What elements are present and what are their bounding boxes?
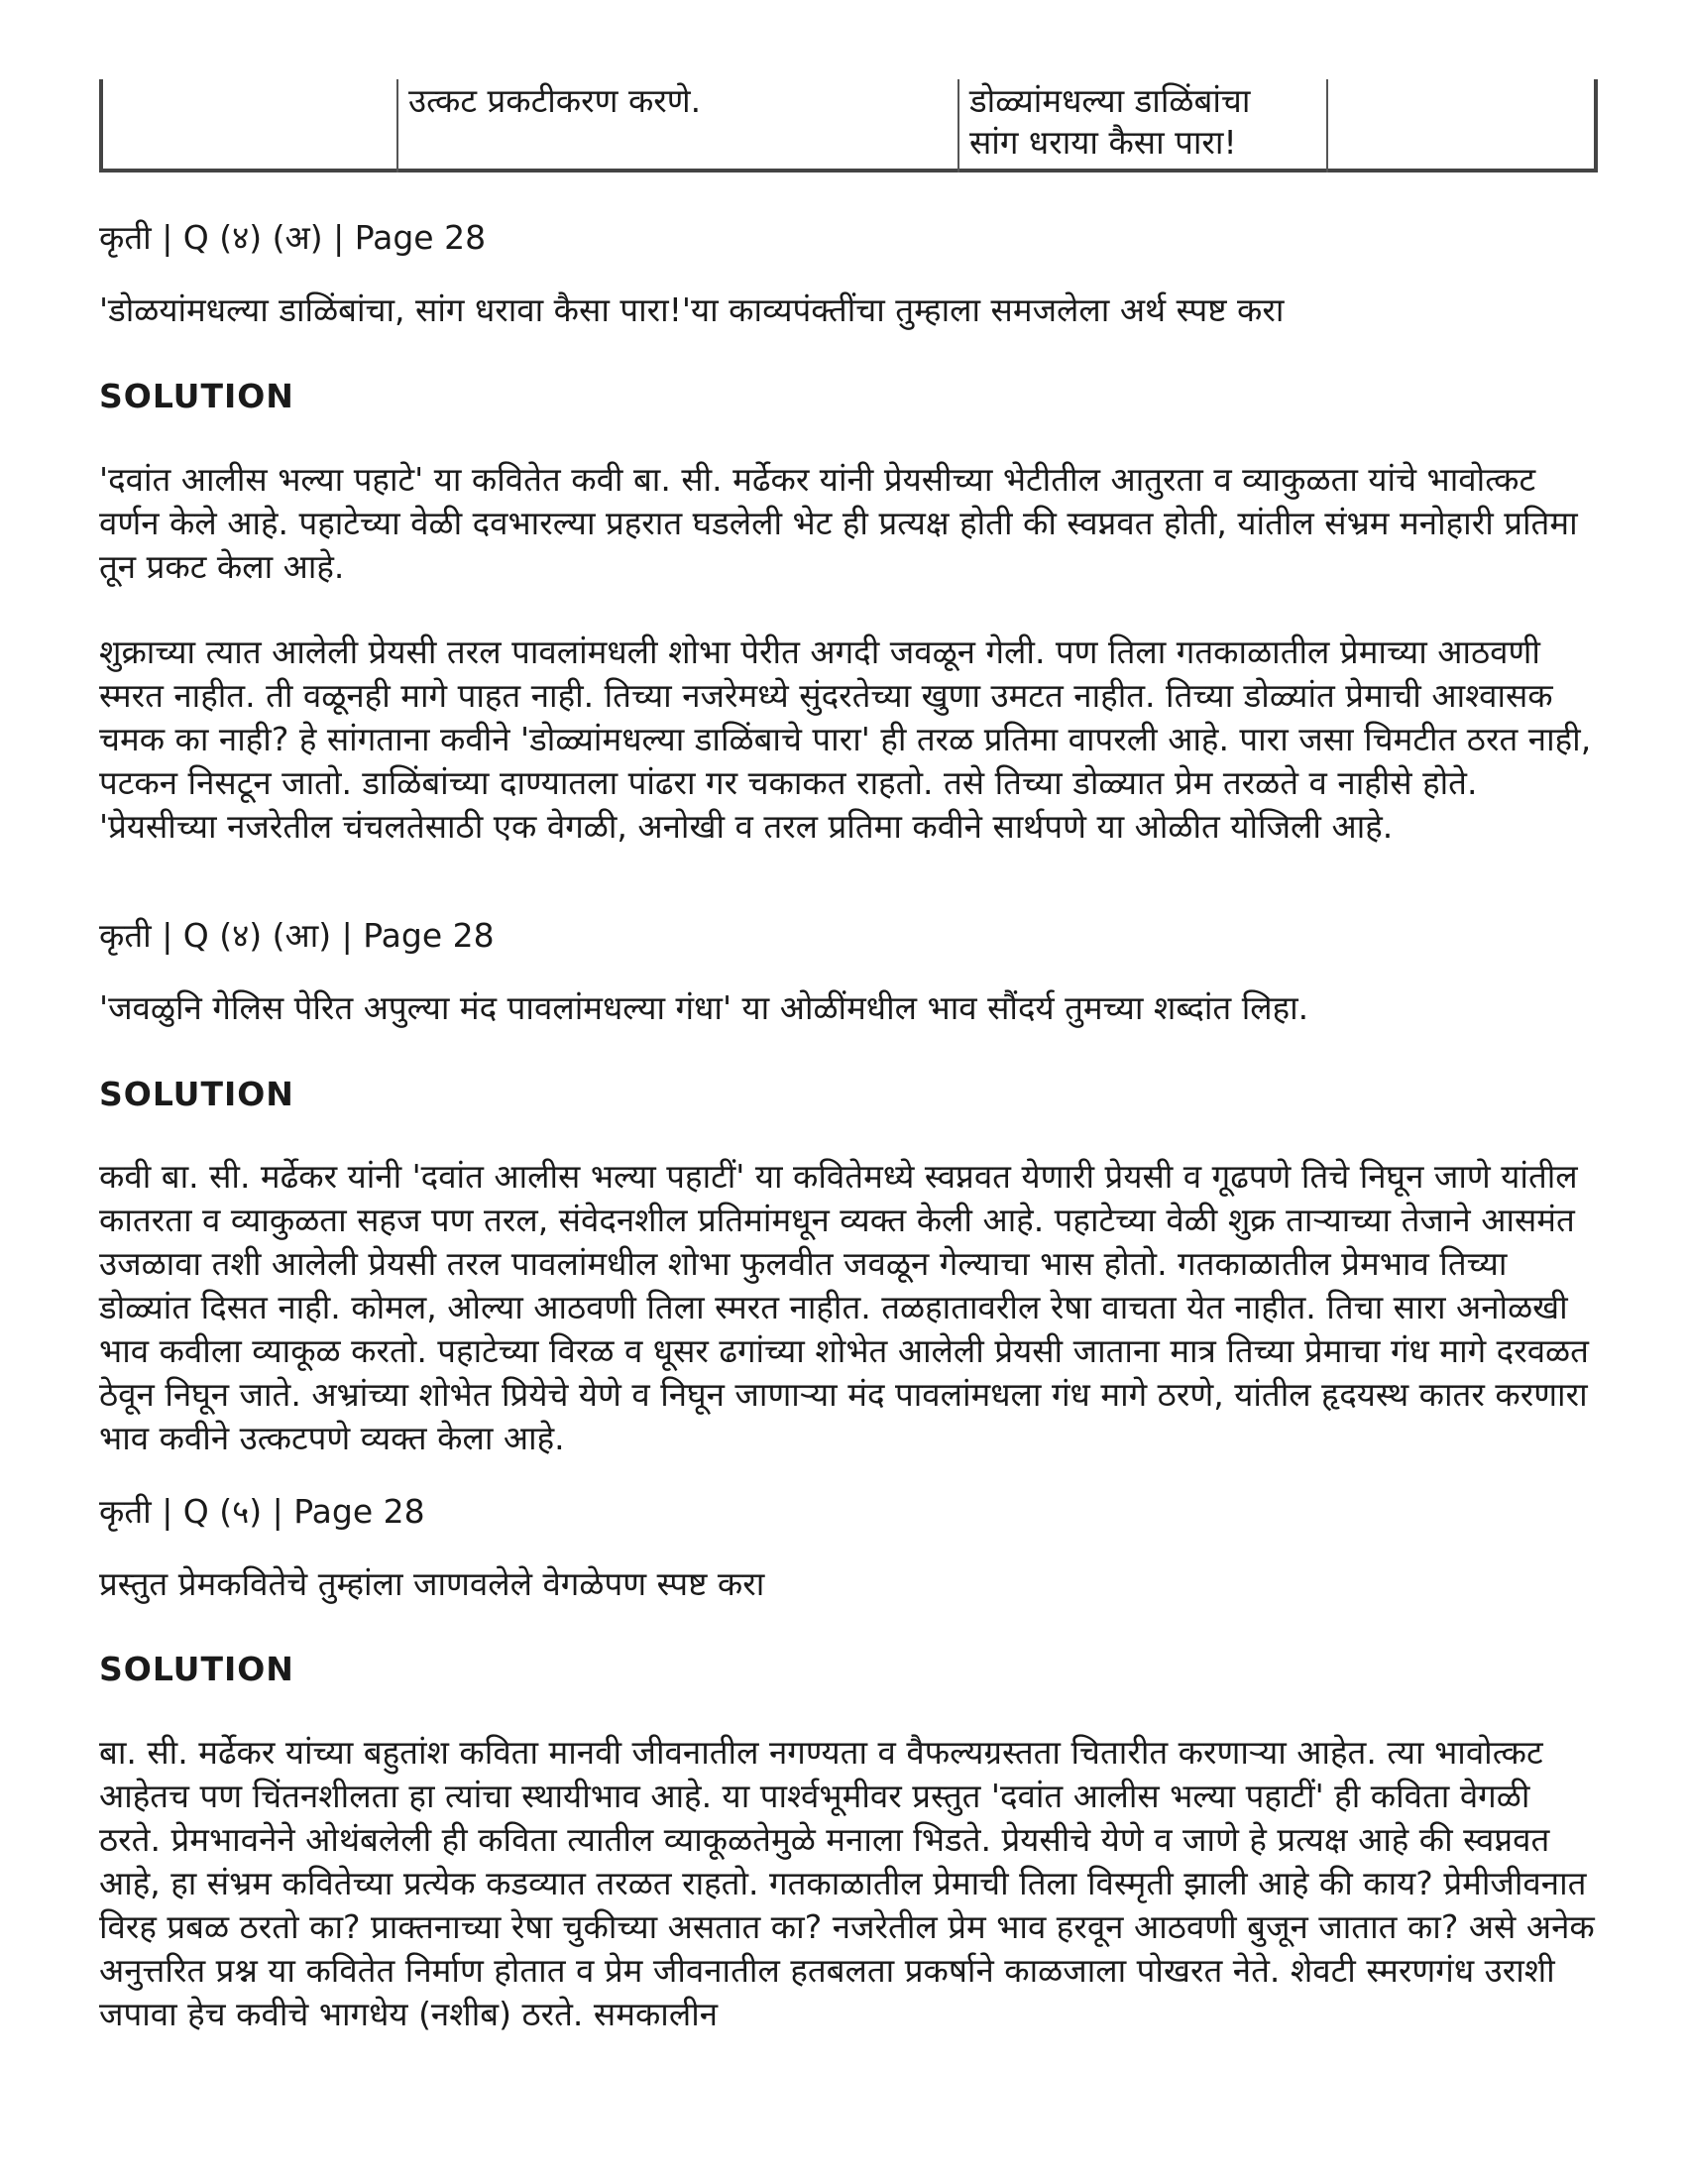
document-page [99,0,1601,2033]
section-1-paragraph-2: शुक्राच्या त्यात आलेली प्रेयसी तरल पावलांमधली शोभा पेरीत अगदी जवळून गेली. पण तिला गतकाळातील प्रेमाच्या आठवणी स्मरत नाहीत. ती वळूनही मागे पाहत नाही. तिच्या नजरेमध्ये सुंदरतेच्या खुणा उमटत नाहीत. तिच्या डोळ्यांत प्रेमाची आश्वासक चमक का नाही? हे सांगताना कवीने 'डोळ्यांमधल्या डाळिंबाचे पारा' ही तरळ प्रतिमा वापरली आहे. पारा जसा चिमटीत ठरत नाही, पटकन निसटून जातो. डाळिंबांच्या दाण्यातला पांढरा गर चकाकत राहतो. तसे तिच्या डोळ्यात प्रेम तरळते व नाहीसे होते. 'प्रेयसीच्या नजरेतील चंचलतेसाठी एक वेगळी, अनोखी व तरल प्रतिमा कवीने सार्थपणे या ओळीत योजिली आहे. [99,632,1592,846]
section-2-paragraph-1: कवी बा. सी. मर्ढेकर यांनी 'दवांत आलीस भल्या पहाटीं' या कवितेमध्ये स्वप्नवत येणारी प्रेयसी व गूढपणे तिचे निघून जाणे यांतील कातरता व व्याकुळता सहज पण तरल, संवेदनशील प्रतिमांमधून व्यक्त केली आहे. पहाटेच्या वेळी शुक्र ताऱ्याच्या तेजाने आसमंत उजळावा तशी आलेली प्रेयसी तरल पावलांमधील शोभा फुलवीत जवळून गेल्याचा भास होतो. गतकाळातील प्रेमभाव तिच्या डोळ्यांत दिसत नाही. कोमल, ओल्या आठवणी तिला स्मरत नाहीत. तळहातावरील रेषा वाचता येत नाहीत. तिचा सारा अनोळखी भाव कवीला व्याकूळ करतो. पहाटेच्या विरळ व धूसर ढगांच्या शोभेत आलेली प्रेयसी जाताना मात्र तिच्या प्रेमाचा गंध मागे दरवळत ठेवून निघून जाते. अभ्रांच्या शोभेत प्रियेचे येणे व निघून जाणाऱ्या मंद पावलांमधला गंध मागे ठरणे, यांतील हृदयस्थ कातर करणारा भाव कवीने उत्कटपणे व्यक्त केला आहे. [99,1157,1589,1457]
table-cell-2: उत्कट प्रकटीकरण करणे. [408,81,702,120]
table-border-right [1594,79,1598,172]
section-1-solution-label: SOLUTION [99,377,294,415]
table-border-left [99,79,103,172]
section-3-paragraph-1: बा. सी. मर्ढेकर यांच्या बहुतांश कविता मानवी जीवनातील नगण्यता व वैफल्यग्रस्तता चितारीत करणाऱ्या आहेत. त्या भावोत्कट आहेतच पण चिंतनशीलता हा त्यांचा स्थायीभाव आहे. या पार्श्वभूमीवर प्रस्तुत 'दवांत आलीस भल्या पहाटीं' ही कविता वेगळी ठरते. प्रेमभावनेने ओथंबलेली ही कविता त्यातील व्याकूळतेमुळे मनाला भिडते. प्रेयसीचे येणे व जाणे हे प्रत्यक्ष आहे की स्वप्नवत आहे, हा संभ्रम कवितेच्या प्रत्येक कडव्यात तरळत राहतो. गतकाळातील प्रेमाची तिला विस्मृती झाली आहे की काय? प्रेमीजीवनात विरह प्रबळ ठरतो का? प्राक्तनाच्या रेषा चुकीच्या असतात का? नजरेतील प्रेम भाव हरवून आठवणी बुजून जातात का? असे अनेक अनुत्तरित प्रश्न या कवितेत निर्माण होतात व प्रेम जीवनातील हतबलता प्रकर्षाने काळजाला पोखरत नेते. शेवटी स्मरणगंध उराशी जपावा हेच कवीचे भागधेय (नशीब) ठरते. समकालीन [99,1733,1595,2033]
section-1-question: 'डोळयांमधल्या डाळिंबांचा, सांग धरावा कैसा पारा!'या काव्यपंक्तींचा तुम्हाला समजलेला अर्थ स्पष्ट करा [99,290,1285,329]
table-divider-2 [957,79,959,172]
table-divider-3 [1326,79,1328,172]
section-3-meta: कृती | Q (५) | Page 28 [99,1492,425,1531]
section-3-question: प्रस्तुत प्रेमकवितेचे तुम्हांला जाणवलेले वेगळेपण स्पष्ट करा [99,1564,765,1603]
table-cell-3-line2: सांग धराया कैसा पारा! [969,123,1237,162]
section-1-paragraph-1: 'दवांत आलीस भल्या पहाटे' या कवितेत कवी बा. सी. मर्ढेकर यांनी प्रेयसीच्या भेटीतील आतुरता व व्याकुळता यांचे भावोत्कट वर्णन केले आहे. पहाटेच्या वेळी दवभारल्या प्रहरात घडलेली भेट ही प्रत्यक्ष होती की स्वप्नवत होती, यांतील संभ्रम मनोहारी प्रतिमा तून प्रकट केला आहे. [99,460,1578,586]
section-3-solution-label: SOLUTION [99,1650,294,1688]
section-2-meta: कृती | Q (४) (आ) | Page 28 [99,916,495,955]
section-1-meta: कृती | Q (४) (अ) | Page 28 [99,218,487,257]
section-2-solution-label: SOLUTION [99,1075,294,1113]
table-divider-1 [396,79,398,172]
section-2-question: 'जवळुनि गेलिस पेरित अपुल्या मंद पावलांमधल्या गंधा' या ओळींमधील भाव सौंदर्य तुमच्या शब्दांत लिहा. [99,988,1309,1027]
table-cell-3-line1: डोळ्यांमधल्या डाळिंबांचा [969,81,1251,120]
table-fragment [99,0,1598,172]
